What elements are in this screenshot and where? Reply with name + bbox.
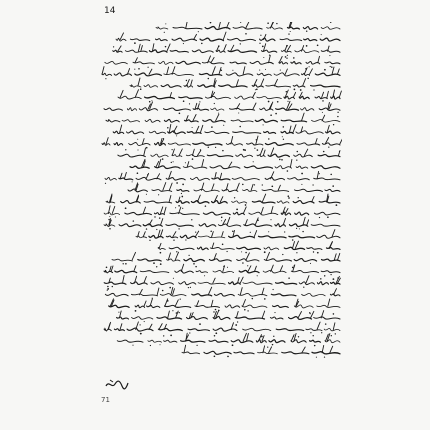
- handwritten-line: [102, 136, 342, 149]
- handwritten-lines-art: [96, 22, 342, 367]
- handwritten-line: [117, 310, 340, 322]
- handwritten-line: [113, 124, 340, 137]
- handwritten-line: [105, 287, 340, 300]
- handwritten-line: [130, 159, 340, 172]
- handwritten-line: [104, 276, 340, 289]
- handwritten-line: [117, 333, 340, 346]
- handwritten-line: [104, 217, 340, 230]
- handwritten-line: [128, 183, 340, 196]
- handwritten-line: [112, 252, 340, 265]
- handwritten-line: [109, 299, 340, 312]
- handwritten-line: [158, 241, 340, 253]
- page-number: 14: [104, 6, 116, 16]
- handwritten-line: [156, 22, 340, 33]
- handwritten-line: [104, 101, 340, 114]
- left-margin-mark: 71: [101, 396, 110, 404]
- handwritten-line: [104, 322, 340, 335]
- handwritten-text-block: [96, 22, 342, 367]
- handwritten-line: [118, 90, 341, 103]
- handwritten-line: [106, 194, 340, 207]
- handwritten-line: [182, 345, 340, 358]
- handwritten-line: [105, 55, 340, 67]
- handwritten-line: [136, 230, 340, 241]
- handwritten-line: [130, 78, 340, 91]
- handwritten-line: [113, 44, 340, 56]
- handwritten-line: [102, 67, 340, 80]
- handwritten-line: [106, 113, 340, 126]
- signature-mark: [104, 377, 130, 391]
- handwritten-line: [118, 148, 340, 161]
- handwritten-line: [104, 206, 340, 219]
- handwritten-line: [105, 171, 340, 184]
- handwritten-line: [104, 264, 340, 276]
- handwritten-line: [116, 32, 340, 44]
